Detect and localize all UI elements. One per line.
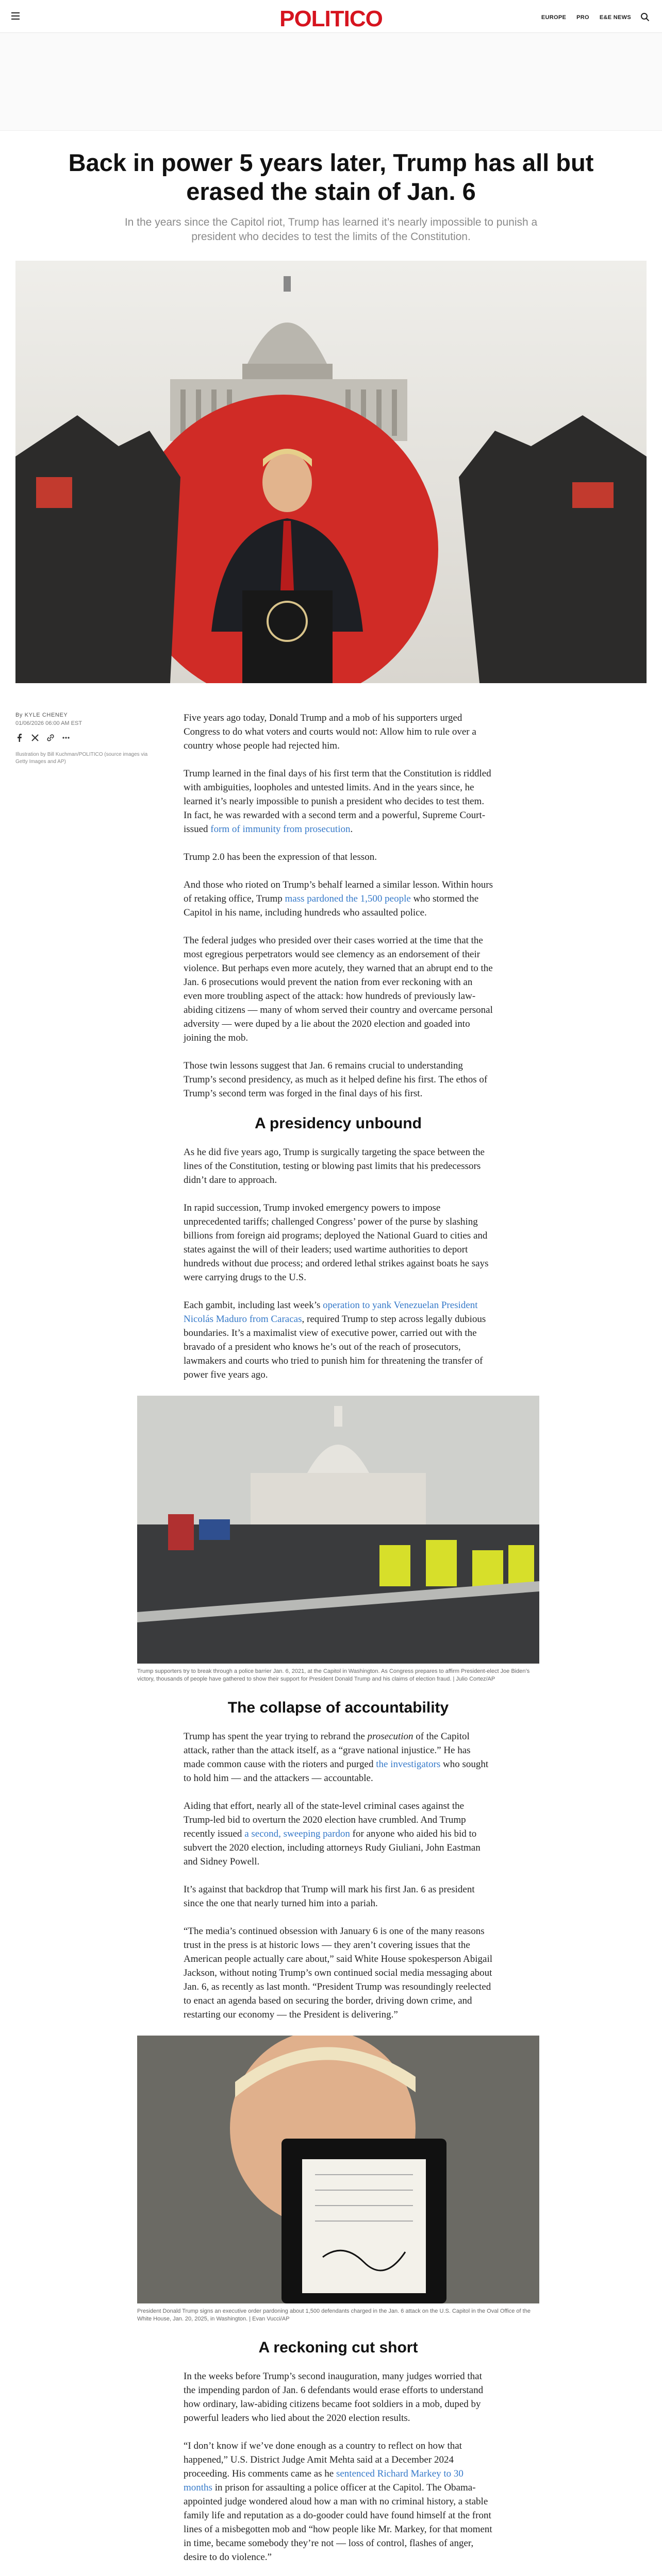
photo-caption: President Donald Trump signs an executive order pardoning about 1,500 defendants charged in the Jan. 6 attack on the U.S. Capitol in the Oval Office of the White House, Jan. 20, 2025, in Washington. | Evan Vucci/AP	[137, 2308, 531, 2322]
site-header	[0, 0, 662, 33]
facebook-icon[interactable]	[15, 734, 24, 742]
dateline: 01/06/2026 06:00 AM EST	[15, 720, 82, 726]
capitol-riot-photo	[137, 1396, 539, 1664]
nav-ee-news[interactable]: E&E NEWS	[599, 14, 631, 21]
more-icon[interactable]	[62, 734, 70, 742]
article-dek: In the years since the Capitol riot, Trump has learned it’s nearly impossible to punish a president who decides to test the limits of the Constitution.	[124, 216, 538, 243]
paragraph: “The media’s continued obsession with January 6 is one of the many reasons trust in the press is at historic lows — they aren’t covering issues that the American people actually care about,” said White House spokesperson Abigail Jackson, without noting Trump’s own continued social media messaging about Jan. 6, as recently as last month. “President Trump was resoundingly reelected to enact an agenda based on securing the border, driving down crime, and restarting our economy — the President is delivering.”	[184, 1926, 493, 2020]
paragraph: Those twin lessons suggest that Jan. 6 remains crucial to understanding Trump’s second presidency, as much as it helped define his first. The ethos of Trump’s second term was forged in the final days of his first.	[184, 1060, 488, 1099]
section-heading: A presidency unbound	[255, 1115, 422, 1132]
link-second-pardon[interactable]: a second, sweeping pardon	[244, 1828, 350, 1839]
paragraph: As he did five years ago, Trump is surgically targeting the space between the lines of the Constitution, testing or blowing past limits that his predecessors didn’t dare to approach.	[184, 1147, 485, 1185]
link-mass-pardon[interactable]: mass pardoned the 1,500 people	[285, 893, 411, 904]
paragraph: In the weeks before Trump’s second inauguration, many judges worried that the impending pardon of Jan. 6 defendants would erase efforts to understand how ordinary, law-abiding citizens became foot soldiers in a mob, duped by powerful leaders who lied about the 2020 election results.	[184, 2371, 484, 2424]
politico-logo[interactable]: POLITICO	[279, 6, 383, 31]
ad-space	[0, 33, 662, 131]
paragraph: And those who rioted on Trump’s behalf learned a similar lesson. Within hours of retaking office, Trump mass pardoned the 1,500 people who stormed the Capitol in his name, including hundreds who assaulted police.	[184, 879, 493, 918]
trump-signing-photo	[137, 2036, 539, 2303]
article-headline: Back in power 5 years later, Trump has all but erased the stain of Jan. 6	[68, 149, 594, 205]
link-investigators[interactable]: the investigators	[376, 1759, 441, 1770]
article-body	[137, 711, 531, 2576]
photo-figure	[137, 1396, 539, 1683]
x-icon[interactable]	[31, 734, 39, 742]
paragraph: Trump 2.0 has been the expression of that lesson.	[184, 852, 377, 862]
paragraph: The federal judges who presided over their cases worried at the time that the most egregious perpetrators would see clemency as an endorsement of their violence. But perhaps even more acutely, they warned that an abrupt end to the Jan. 6 prosecutions would prevent the nation from ever reckoning with an even more troubling aspect of the attack: how hundreds of previously law-abiding citizens — many of whom served their country and overcame personal adversity — were duped by a lie about the 2020 election and goaded into joining the mob.	[184, 935, 493, 1043]
nav-europe[interactable]: EUROPE	[541, 14, 567, 21]
lead-illustration-graphic	[15, 261, 647, 683]
link-immunity[interactable]: form of immunity from prosecution	[210, 824, 351, 835]
article-meta	[15, 712, 150, 766]
byline[interactable]: By KYLE CHENEY	[15, 712, 68, 718]
link-markey-sentence[interactable]: sentenced Richard Markey to 30 months	[184, 2468, 464, 2493]
paragraph: Aiding that effort, nearly all of the state-level criminal cases against the Trump-led bid to overturn the 2020 election have crumbled. And Trump recently issued a second, sweeping pardon for anyone who aided his bid to subvert the 2020 election, including attorneys Rudy Giuliani, John Eastman and Sidney Powell.	[184, 1801, 481, 1867]
paragraph: Trump has spent the year trying to rebrand the prosecution of the Capitol attack, rather than the attack itself, as a “grave national injustice.” He has made common cause with the rioters and purged the investigators who sought to hold him — and the attackers — accountable.	[184, 1731, 489, 1784]
photo-figure	[137, 2036, 539, 2323]
search-icon[interactable]	[640, 12, 650, 22]
paragraph: It’s against that backdrop that Trump will mark his first Jan. 6 as president since the one that nearly turned him into a pariah.	[184, 1884, 475, 1909]
nav-pro[interactable]: PRO	[576, 14, 589, 21]
section-heading: The collapse of accountability	[227, 1699, 449, 1716]
share-bar	[15, 734, 150, 742]
link-icon[interactable]	[46, 734, 55, 742]
paragraph: Five years ago today, Donald Trump and a mob of his supporters urged Congress to do what voters and courts would not: Allow him to rule over a country whose people had rejected him.	[184, 713, 476, 751]
top-nav	[541, 14, 631, 21]
paragraph: Each gambit, including last week’s operation to yank Venezuelan President Nicolás Maduro from Caracas, required Trump to step across legally dubious boundaries. It’s a maximalist view of executive power, carried out with the bravado of a president who knows he’s out of the reach of prosecutors, lawmakers and courts who tried to punish him for threatening the transfer of power five years ago.	[184, 1300, 486, 1380]
lead-illustration	[15, 261, 647, 683]
photo-caption: Trump supporters try to break through a police barrier Jan. 6, 2021, at the Capitol in Washington. As Congress prepares to affirm President-elect Joe Biden’s victory, thousands of people have gathered to show their support for President Donald Trump and his claims of election fraud. | Julio Cortez/AP	[137, 1668, 530, 1682]
paragraph: In rapid succession, Trump invoked emergency powers to impose unprecedented tariffs; challenged Congress’ power of the purse by slashing billions from foreign aid programs; deployed the National Guard to cities and states against the will of their leaders; used wartime authorities to deport hundreds without due process; and ordered lethal strikes against boats he says were carrying drugs to the U.S.	[184, 1202, 489, 1283]
link-maduro[interactable]: operation to yank Venezuelan President Nicolás Maduro from Caracas	[184, 1300, 478, 1325]
paragraph: Trump learned in the final days of his first term that the Constitution is riddled with ambiguities, loopholes and untested limits. And in the years since, he learned it’s nearly impossible to punish a president who decides to test them. In fact, he was rewarded with a second term and a powerful, Supreme Court-issued form of immunity from prosecution.	[184, 768, 491, 835]
section-heading: A reckoning cut short	[258, 2339, 418, 2356]
lead-image-credit: Illustration by Bill Kuchman/POLITICO (source images via Getty Images and AP)	[15, 752, 148, 765]
paragraph: “I don’t know if we’ve done enough as a country to reflect on how that happened,” U.S. District Judge Amit Mehta said at a December 2024 proceeding. His comments came as he sentenced Richard Markey to 30 months in prison for assaulting a police officer at the Capitol. The Obama-appointed judge wondered aloud how a man with no criminal history, a stable family life and reputation as a do-gooder could have found himself at the front lines of a misbegotten mob and “how people like Mr. Markey, for that moment in time, became somebody they’re not — loss of control, flashes of anger, desire to do violence.”	[184, 2441, 492, 2563]
